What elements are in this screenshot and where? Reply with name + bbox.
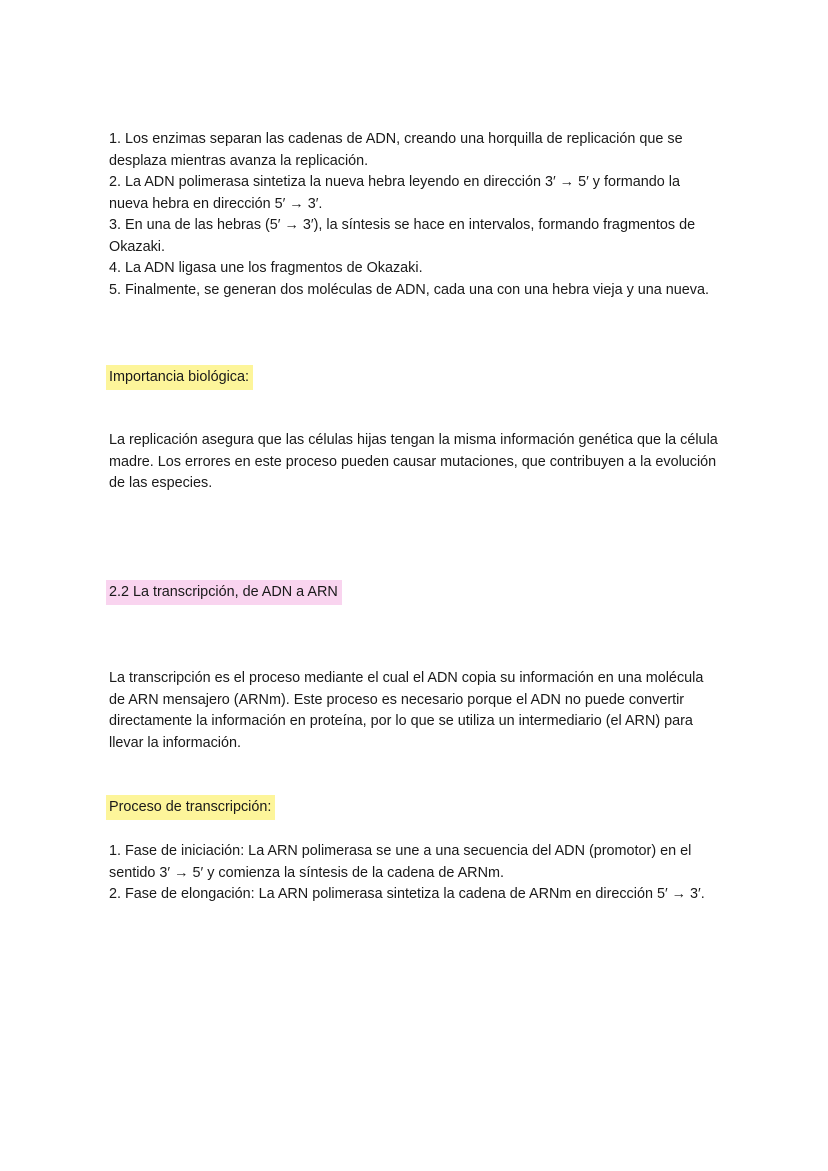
transcription-process-heading: Proceso de transcripción: xyxy=(106,795,275,820)
transcription-intro-text: La transcripción es el proceso mediante el cual el ADN copia su información en una molécula de ARN mensajero (ARNm). Este proceso es necesario porque el ADN no puede convertir directamente la información en proteína, por lo que se utiliza un intermediario (el ARN) para llevar la información. xyxy=(109,670,704,751)
importance-paragraph xyxy=(109,430,721,495)
replication-step-4: 4. La ADN ligasa une los fragmentos de Okazaki. xyxy=(109,260,423,276)
transcription-step-2: 2. Fase de elongación: La ARN polimerasa sintetiza la cadena de ARNm en dirección 5′ → 3′. xyxy=(109,886,705,902)
importance-text: La replicación asegura que las células hijas tengan la misma información genética que la célula madre. Los errores en este proceso pueden causar mutaciones, que contribuyen a la evolución de las especies. xyxy=(109,432,718,491)
importance-heading: Importancia biológica: xyxy=(106,365,253,390)
replication-steps-list xyxy=(109,129,721,301)
transcription-step-1: 1. Fase de iniciación: La ARN polimerasa se une a una secuencia del ADN (promotor) en el sentido 3′ → 5′ y comienza la síntesis de la cadena de ARNm. xyxy=(109,843,692,881)
transcription-intro-paragraph xyxy=(109,668,721,754)
transcription-steps-list xyxy=(109,841,721,906)
replication-step-1: 1. Los enzimas separan las cadenas de ADN, creando una horquilla de replicación que se desplaza mientras avanza la replicación. xyxy=(109,131,683,169)
section-heading-transcription: 2.2 La transcripción, de ADN a ARN xyxy=(106,580,342,605)
replication-step-3: 3. En una de las hebras (5′ → 3′), la síntesis se hace en intervalos, formando fragmentos de Okazaki. xyxy=(109,217,696,255)
replication-step-2: 2. La ADN polimerasa sintetiza la nueva hebra leyendo en dirección 3′ → 5′ y formando la nueva hebra en dirección 5′ → 3′. xyxy=(109,174,680,212)
replication-step-5: 5. Finalmente, se generan dos moléculas de ADN, cada una con una hebra vieja y una nueva. xyxy=(109,281,709,298)
